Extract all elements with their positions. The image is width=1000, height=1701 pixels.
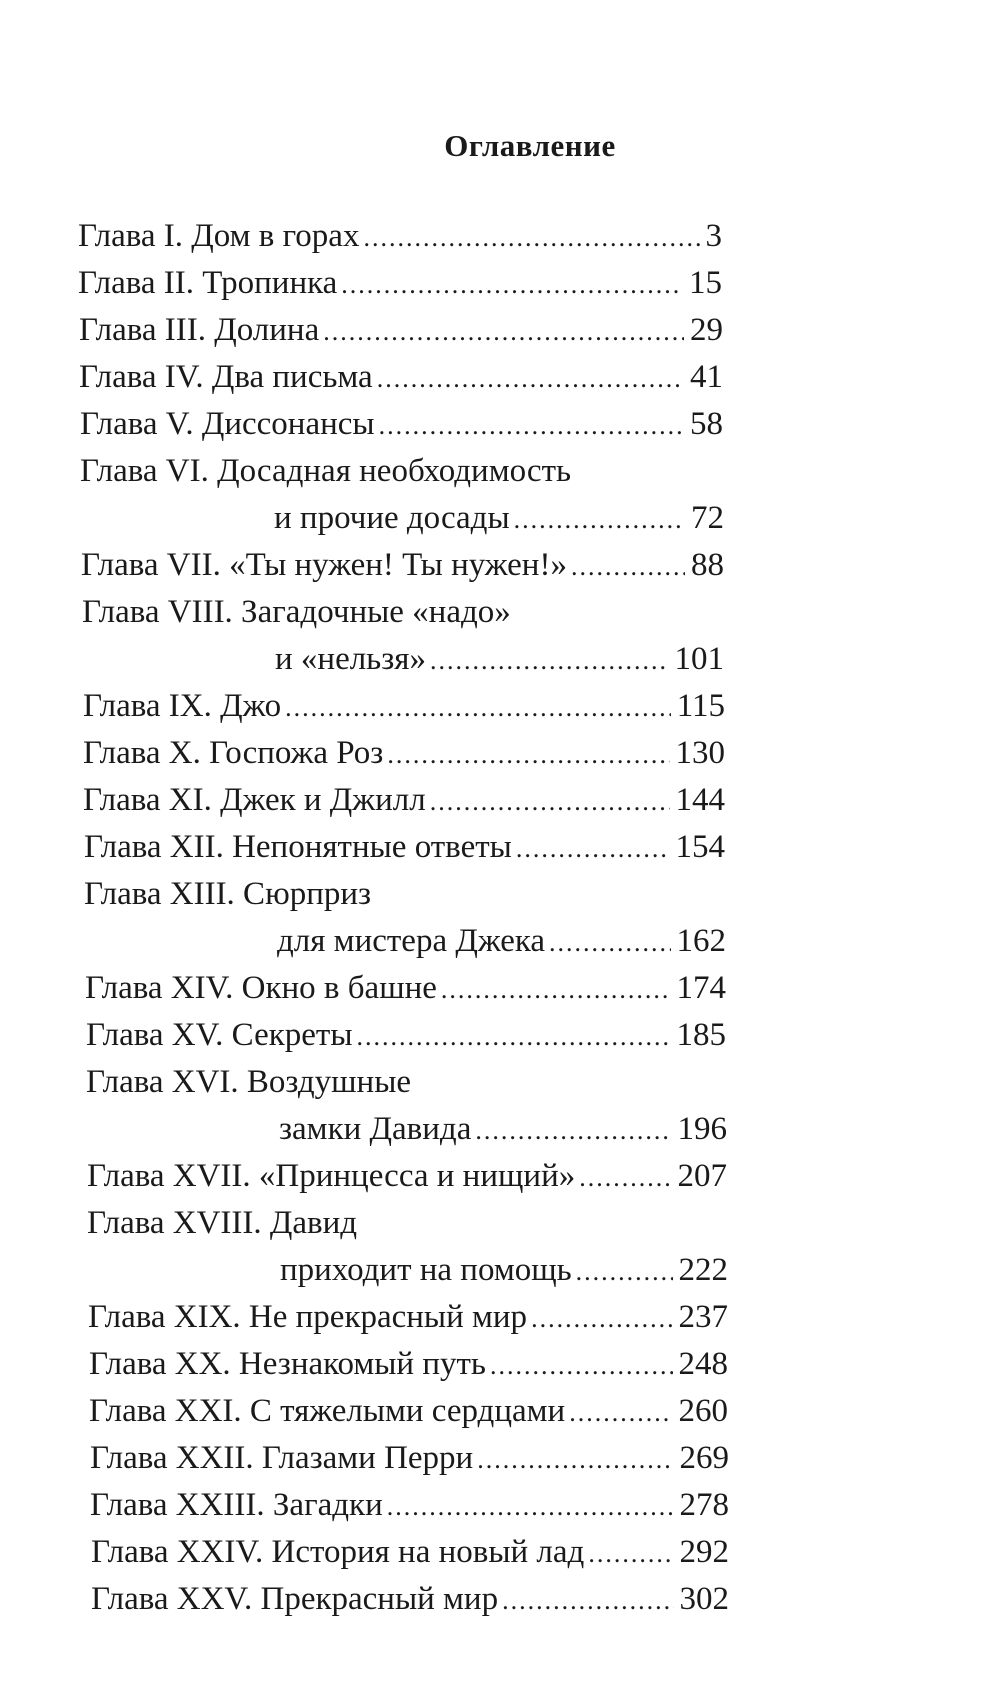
page-number: 29 <box>690 312 723 348</box>
toc-entry-continuation <box>0 1106 1000 1153</box>
toc-entry <box>0 1012 1000 1059</box>
page-number: 248 <box>678 1346 728 1382</box>
dot-leader <box>579 1154 671 1201</box>
chapter-title: Глава XIX. Не прекрасный мир <box>88 1299 528 1335</box>
page-title: Оглавление <box>444 128 616 163</box>
page-number: 130 <box>675 735 725 771</box>
page-number: 269 <box>679 1440 729 1476</box>
chapter-title: Глава VIII. Загадочные «надо» <box>82 594 511 630</box>
dot-leader <box>323 308 684 355</box>
page-number: 162 <box>676 923 726 959</box>
chapter-title: и прочие досады <box>274 500 510 536</box>
toc-entry <box>0 260 1000 307</box>
chapter-title: Глава V. Диссонансы <box>80 406 375 442</box>
toc-entry <box>0 824 1000 871</box>
toc-entry-continuation <box>0 1247 1000 1294</box>
chapter-title: Глава I. Дом в горах <box>78 218 360 254</box>
dot-leader <box>502 1577 673 1624</box>
chapter-title: Глава VI. Досадная необходимость <box>80 453 572 489</box>
page-number: 196 <box>677 1111 727 1147</box>
chapter-title: Глава VII. «Ты нужен! Ты нужен!» <box>81 547 567 583</box>
chapter-title: Глава XVI. Воздушные <box>86 1064 412 1100</box>
page-number: 185 <box>676 1017 726 1053</box>
dot-leader <box>571 543 685 590</box>
dot-leader <box>490 1342 673 1389</box>
chapter-title: для мистера Джека <box>277 923 546 959</box>
toc-entry <box>0 1059 1000 1106</box>
page-number: 41 <box>690 359 723 395</box>
page-number: 278 <box>679 1487 729 1523</box>
chapter-title: Глава XV. Секреты <box>86 1017 353 1053</box>
chapter-title: Глава XII. Непонятные ответы <box>84 829 512 865</box>
dot-leader <box>475 1107 671 1154</box>
chapter-title: Глава XIII. Сюрприз <box>84 876 372 912</box>
chapter-title: Глава XXV. Прекрасный мир <box>91 1581 499 1617</box>
chapter-title: Глава IV. Два письма <box>79 359 373 395</box>
chapter-title: и «нельзя» <box>275 641 426 677</box>
page-number: 101 <box>674 641 724 677</box>
dot-leader <box>576 1248 673 1295</box>
page-number: 302 <box>679 1581 729 1617</box>
toc-entry-continuation <box>0 636 1000 683</box>
toc-entry <box>0 213 1000 260</box>
chapter-title: Глава XXII. Глазами Перри <box>90 1440 474 1476</box>
toc-entry <box>0 1153 1000 1200</box>
page-number: 144 <box>675 782 725 818</box>
toc-entry <box>0 542 1000 589</box>
chapter-title: Глава XVIII. Давид <box>87 1205 358 1241</box>
dot-leader <box>441 966 671 1013</box>
toc-entry <box>0 589 1000 636</box>
chapter-title: Глава XVII. «Принцесса и нищий» <box>87 1158 576 1194</box>
page-number: 222 <box>678 1252 728 1288</box>
dot-leader <box>387 1483 674 1530</box>
page-number: 237 <box>678 1299 728 1335</box>
page-number: 88 <box>691 547 724 583</box>
chapter-title: Глава XIV. Окно в башне <box>85 970 437 1006</box>
page-number: 72 <box>691 500 724 536</box>
toc-entry <box>0 448 1000 495</box>
toc-entry-continuation <box>0 918 1000 965</box>
chapter-title: Глава XXIII. Загадки <box>90 1487 383 1523</box>
dot-leader <box>387 731 669 778</box>
toc-entry <box>0 1200 1000 1247</box>
toc-entry <box>0 777 1000 824</box>
dot-leader <box>377 355 684 402</box>
page-number: 174 <box>676 970 726 1006</box>
page-number: 207 <box>677 1158 727 1194</box>
chapter-title: Глава III. Долина <box>79 312 320 348</box>
dot-leader <box>379 402 684 449</box>
dot-leader <box>357 1013 671 1060</box>
dot-leader <box>430 637 669 684</box>
page-number: 260 <box>678 1393 728 1429</box>
toc-entry <box>0 1529 1000 1576</box>
page-number: 115 <box>676 688 725 724</box>
toc-entry <box>0 965 1000 1012</box>
toc-entry <box>0 683 1000 730</box>
chapter-title: Глава XXIV. История на новый лад <box>91 1534 585 1570</box>
chapter-title: Глава XX. Незнакомый путь <box>89 1346 486 1382</box>
chapter-title: Глава II. Тропинка <box>78 265 338 301</box>
dot-leader <box>430 778 670 825</box>
page-number: 154 <box>675 829 725 865</box>
dot-leader <box>341 261 683 308</box>
dot-leader <box>549 919 670 966</box>
toc-entry <box>0 1341 1000 1388</box>
dot-leader <box>588 1530 673 1577</box>
chapter-title: Глава XXI. С тяжелыми сердцами <box>89 1393 566 1429</box>
toc-entry <box>0 1294 1000 1341</box>
toc-entry <box>0 871 1000 918</box>
toc-entry-continuation <box>0 495 1000 542</box>
dot-leader <box>569 1389 672 1436</box>
dot-leader <box>531 1295 672 1342</box>
dot-leader <box>516 825 670 872</box>
page-number: 58 <box>690 406 723 442</box>
toc-entry <box>0 307 1000 354</box>
page-number: 3 <box>705 218 722 254</box>
chapter-title: Глава X. Госпожа Роз <box>83 735 384 771</box>
toc-entry <box>0 1435 1000 1482</box>
dot-leader <box>477 1436 673 1483</box>
page-number: 292 <box>679 1534 729 1570</box>
toc-entry <box>0 730 1000 777</box>
toc-entry <box>0 1576 1000 1623</box>
dot-leader <box>285 684 671 731</box>
toc-entry <box>0 354 1000 401</box>
chapter-title: приходит на помощь <box>280 1252 572 1288</box>
dot-leader <box>363 214 699 261</box>
toc-entry <box>0 1388 1000 1435</box>
chapter-title: Глава XI. Джек и Джилл <box>83 782 426 818</box>
chapter-title: замки Давида <box>279 1111 472 1147</box>
toc-list <box>0 213 1000 1623</box>
toc-entry <box>0 401 1000 448</box>
toc-entry <box>0 1482 1000 1529</box>
chapter-title: Глава IX. Джо <box>83 688 282 724</box>
page-number: 15 <box>689 265 722 301</box>
dot-leader <box>514 496 685 543</box>
